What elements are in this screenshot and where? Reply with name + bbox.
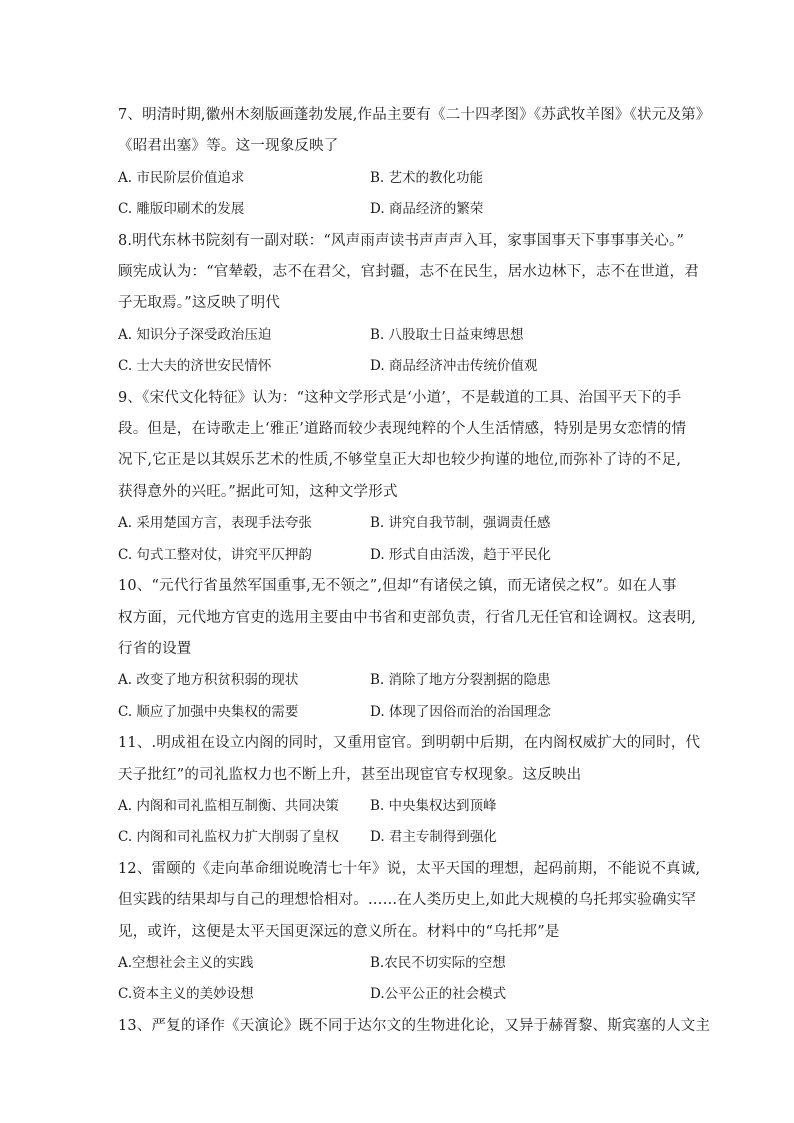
question-stem-line: 11、.明成祖在设立内阁的同时，又重用宦官。到明朝中后期，在内阁权威扩大的同时，代 <box>118 735 701 752</box>
answer-option[interactable]: D. 商品经济冲击传统价值观 <box>370 358 538 375</box>
question-list <box>118 100 711 1042</box>
option-row <box>118 194 690 225</box>
answer-option[interactable]: D. 形式自由活泼，趋于平民化 <box>370 546 551 563</box>
answer-option[interactable]: C.资本主义的美妙设想 <box>118 986 254 1003</box>
answer-option[interactable]: D. 商品经济的繁荣 <box>370 201 484 218</box>
question-stem-line: 《昭君出塞》等。这一现象反映了 <box>118 138 339 155</box>
question-11 <box>118 728 701 854</box>
question-stem-line: 13、严复的译作《天演论》既不同于达尔文的生物进化论，又异于赫胥黎、斯宾塞的人文主 <box>118 1017 711 1034</box>
answer-option[interactable]: C. 内阁和司礼监权力扩大削弱了皇权 <box>118 829 339 846</box>
question-12 <box>118 854 701 1011</box>
question-stem-line: 顾宪成认为：“官辇毂，志不在君父，官封疆，志不在民生，居水边林下，志不在世道，君 <box>118 264 699 281</box>
question-7 <box>118 100 711 226</box>
answer-option[interactable]: B.农民不切实际的空想 <box>370 954 506 971</box>
option-row <box>118 351 690 382</box>
answer-option[interactable]: C. 顺应了加强中央集权的需要 <box>118 703 299 720</box>
question-9 <box>118 383 690 571</box>
question-13 <box>118 1011 711 1042</box>
question-8 <box>118 226 699 383</box>
question-stem-line: 但实践的结果却与自己的理想恰相对。……在人类历史上,如此大规模的乌托邦实验确实罕 <box>118 892 697 909</box>
question-stem-line: 见，或许，这便是太平天国更深远的意义所在。材料中的“乌托邦”是 <box>118 923 560 940</box>
answer-option[interactable]: A. 改变了地方积贫积弱的现状 <box>118 672 299 689</box>
question-stem-line: 段。但是，在诗歌走上‘雅正’道路而较少表现纯粹的个人生活情感，特别是男女恋情的情 <box>118 421 687 438</box>
question-stem-line: 况下,它正是以其娱乐艺术的性质,不够堂皇正大却也较少拘谨的地位,而弥补了诗的不足, <box>118 452 682 469</box>
question-stem-line: 9、《宋代文化特征》认为：“这种文学形式是‘小道’，不是载道的工具、治国平天下的手 <box>118 389 682 406</box>
answer-option[interactable]: B. 八股取士日益束缚思想 <box>370 326 524 343</box>
answer-option[interactable]: A. 知识分子深受政治压迫 <box>118 326 272 343</box>
question-10 <box>118 571 697 728</box>
option-row <box>118 822 690 853</box>
answer-option[interactable]: B. 消除了地方分裂割据的隐患 <box>370 672 551 689</box>
option-row <box>118 791 690 822</box>
question-stem-line: 权方面，元代地方官吏的选用主要由中书省和吏部负责，行省几无任官和诠调权。这表明, <box>118 609 697 626</box>
answer-option[interactable]: A. 内阁和司礼监相互制衡、共同决策 <box>118 797 339 814</box>
option-row <box>118 540 690 571</box>
option-row <box>118 320 690 351</box>
answer-option[interactable]: B. 中央集权达到顶峰 <box>370 797 497 814</box>
answer-option[interactable]: A.空想社会主义的实践 <box>118 954 254 971</box>
answer-option[interactable]: C. 士大夫的济世安民情怀 <box>118 358 272 375</box>
option-row <box>118 508 690 539</box>
answer-option[interactable]: C. 句式工整对仗，讲究平仄押韵 <box>118 546 312 563</box>
option-row <box>118 697 690 728</box>
option-row <box>118 163 690 194</box>
answer-option[interactable]: D. 体现了因俗而治的治国理念 <box>370 703 551 720</box>
option-row <box>118 979 690 1010</box>
question-stem-line: 天子批红”的司礼监权力也不断上升，甚至出现宦官专权现象。这反映出 <box>118 766 582 783</box>
question-stem-line: 7、明清时期,徽州木刻版画蓬勃发展,作品主要有《二十四孝图》《苏武牧羊图》《状元及第》 <box>118 107 711 123</box>
question-stem-line: 12、雷颐的《走向革命细说晚清七十年》说，太平天国的理想，起码前期，不能说不真诚, <box>118 860 701 877</box>
answer-option[interactable]: B. 艺术的教化功能 <box>370 169 484 186</box>
option-row <box>118 665 690 696</box>
answer-option[interactable]: A. 市民阶层价值追求 <box>118 169 245 186</box>
answer-option[interactable]: B. 讲究自我节制，强调责任感 <box>370 515 551 532</box>
question-stem-line: 子无取焉。”这反映了明代 <box>118 295 281 312</box>
question-stem-line: 行省的设置 <box>118 640 192 657</box>
option-row <box>118 948 690 979</box>
answer-option[interactable]: D. 君主专制得到强化 <box>370 829 497 846</box>
question-stem-line: 8.明代东林书院刻有一副对联：“风声雨声读书声声声入耳，家事国事天下事事事关心。” <box>118 232 685 249</box>
question-stem-line: 获得意外的兴旺。”据此可知，这种文学形式 <box>118 483 398 500</box>
answer-option[interactable]: A. 采用楚国方言，表现手法夸张 <box>118 515 312 532</box>
question-stem-line: 10、“元代行省虽然军国重事,无不领之”,但却“有诸侯之镇，而无诸侯之权”。如在人事 <box>118 578 677 595</box>
answer-option[interactable]: D.公平公正的社会模式 <box>370 986 507 1003</box>
answer-option[interactable]: C. 雕版印刷术的发展 <box>118 201 245 218</box>
